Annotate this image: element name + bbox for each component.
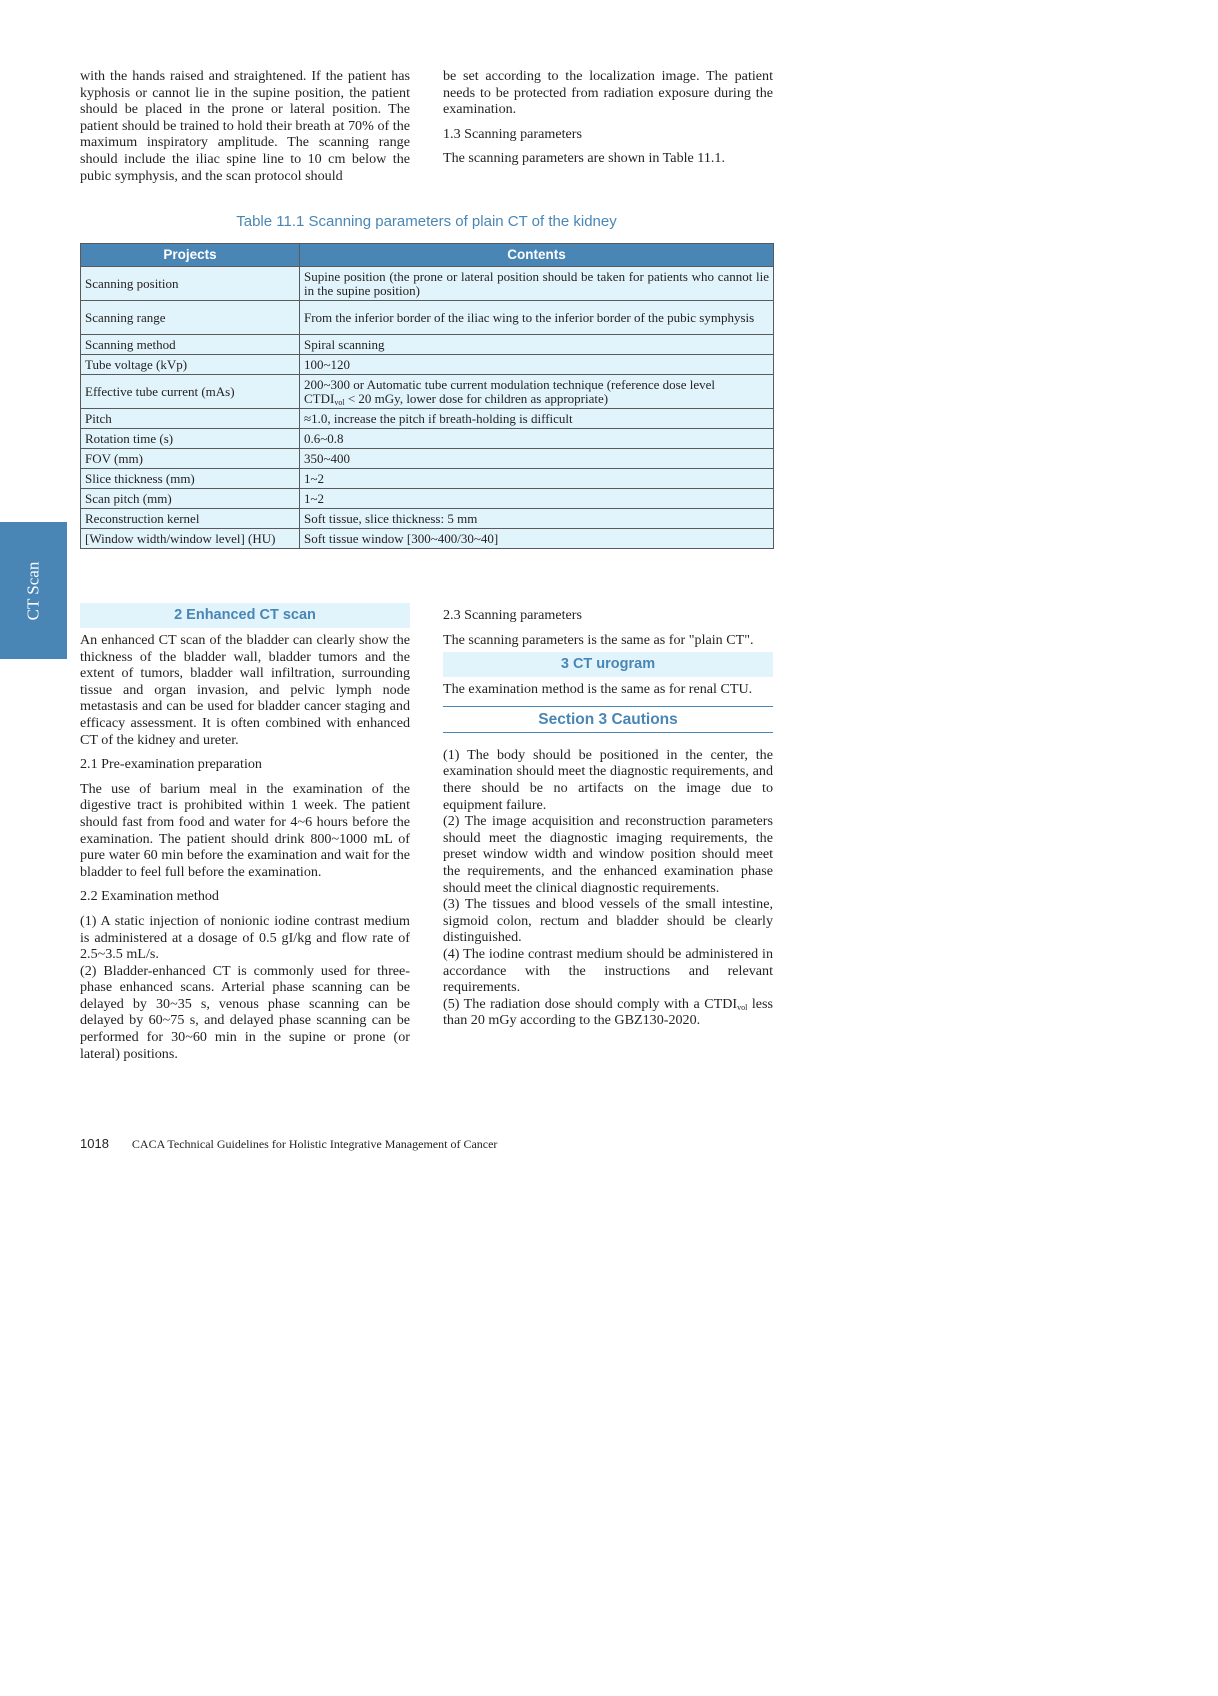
table-row xyxy=(81,267,774,301)
top-left-column xyxy=(80,68,410,184)
exam-method-2: (2) Bladder-enhanced CT is commonly used for three-phase enhanced scans. Arterial phase scanning can be delayed by 30~35 s, venous phase scanning can be delayed by 60~75 s, and delayed phase scanning can be performed for 30~60 min in the supine or prone (or lateral) positions. xyxy=(80,962,410,1062)
table-cell-content: Soft tissue, slice thickness: 5 mm xyxy=(300,509,774,529)
top-left-paragraph: with the hands raised and straightened. If the patient has kyphosis or cannot lie in the supine position, the patient should be placed in the prone or lateral position. The patient should be trained to hold their breath at 70% of the maximum inspiratory amplitude. The scanning range should include the iliac spine line to 10 cm below the pubic symphysis, and the scan protocol should xyxy=(80,68,410,184)
enhanced-intro: An enhanced CT scan of the bladder can clearly show the thickness of the bladder wall, bladder tumors and the extent of tumors, bladder wall infiltration, surrounding tissue and organ invasion, and pelvic lymph node metastasis and can be used for bladder cancer staging and efficacy assessment. It is often combined with enhanced CT of the kidney and ureter. xyxy=(80,632,410,748)
table-header-row xyxy=(81,244,774,267)
subheading-scanning-parameters: 1.3 Scanning parameters xyxy=(443,125,582,142)
table-cell-content: 350~400 xyxy=(300,449,774,469)
current-line-1: 200~300 or Automatic tube current modulation technique (reference dose level xyxy=(304,377,715,392)
table-cell-content: 1~2 xyxy=(300,469,774,489)
heading-ct-urogram: 3 CT urogram xyxy=(443,652,773,677)
top-right-paragraph-1: be set according to the localization image. The patient needs to be protected from radiation exposure during the examination. xyxy=(443,68,773,118)
subheading-enhanced-params: 2.3 Scanning parameters xyxy=(443,607,582,623)
caution-item: (1) The body should be positioned in the center, the examination should meet the diagnostic requirements, and there should be no artifacts on the image due to equipment failure. xyxy=(443,746,773,813)
caution-5-part-b: less than 20 mGy according to the GBZ130-2020. xyxy=(443,995,773,1029)
ctdi-label: CTDI xyxy=(304,390,335,406)
table-row xyxy=(81,375,774,409)
table-cell-content: 1~2 xyxy=(300,489,774,509)
table-cell-content: Spiral scanning xyxy=(300,335,774,355)
exam-method-1: (1) A static injection of nonionic iodine contrast medium is administered at a dosage of 0.5 gI/kg and flow rate of 2.5~3.5 mL/s. xyxy=(80,912,410,963)
table-cell-content: 0.6~0.8 xyxy=(300,429,774,449)
caution-5-subscript: vol xyxy=(737,1002,748,1012)
side-chapter-tab xyxy=(0,522,67,659)
table-cell-project: FOV (mm) xyxy=(81,449,300,469)
table-cell-content: Soft tissue window [300~400/30~40] xyxy=(300,529,774,549)
subheading-exam-method: 2.2 Examination method xyxy=(80,888,219,905)
table-cell-project: Scanning method xyxy=(81,335,300,355)
bottom-left-column xyxy=(80,603,410,1062)
caution-item-5 xyxy=(443,996,773,1029)
caution-item: (2) The image acquisition and reconstruction parameters should meet the diagnostic imaging requirements, the preset window width and window position should meet the requirements, and the enhanced examination phase should meet the clinical diagnostic requirements. xyxy=(443,813,773,896)
table-row xyxy=(81,301,774,335)
subheading-pre-exam: 2.1 Pre-examination preparation xyxy=(80,756,262,773)
table-caption: Table 11.1 Scanning parameters of plain CT of the kidney xyxy=(236,213,617,230)
caution-item: (3) The tissues and blood vessels of the small intestine, sigmoid colon, rectum and bladder should be clearly distinguished. xyxy=(443,896,773,946)
top-right-paragraph-2: The scanning parameters are shown in Table 11.1. xyxy=(443,150,725,167)
heading-enhanced-ct-scan: 2 Enhanced CT scan xyxy=(80,603,410,628)
caution-item: (4) The iodine contrast medium should be administered in accordance with the instructions and relevant requirements. xyxy=(443,945,773,996)
table-cell-project: Slice thickness (mm) xyxy=(81,469,300,489)
table-cell-project: Effective tube current (mAs) xyxy=(81,375,300,409)
table-cell-project: Rotation time (s) xyxy=(81,429,300,449)
table-cell-content: Supine position (the prone or lateral position should be taken for patients who cannot lie in the supine position) xyxy=(300,267,774,301)
enhanced-params-text: The scanning parameters is the same as for "plain CT". xyxy=(443,631,754,648)
table-cell-project: Tube voltage (kVp) xyxy=(81,355,300,375)
top-right-column xyxy=(443,68,773,167)
vol-subscript: vol xyxy=(334,397,345,407)
heading-section-3-cautions: Section 3 Cautions xyxy=(443,706,773,733)
table-row xyxy=(81,529,774,549)
table-cell-content: ≈1.0, increase the pitch if breath-holding is difficult xyxy=(300,409,774,429)
table-row xyxy=(81,335,774,355)
scanning-parameters-table xyxy=(80,243,774,549)
table-row xyxy=(81,409,774,429)
bottom-right-column xyxy=(443,603,773,1029)
header-contents: Contents xyxy=(300,244,774,267)
table-cell-content: 100~120 xyxy=(300,355,774,375)
table-row xyxy=(81,449,774,469)
table-cell-project: Scanning position xyxy=(81,267,300,301)
table-cell-content: From the inferior border of the iliac wing to the inferior border of the pubic symphysis xyxy=(300,301,774,335)
pre-exam-text: The use of barium meal in the examination of the digestive tract is prohibited within 1 week. The patient should fast from food and water for 4~6 hours before the examination. The patient should drink 800~1000 mL of pure water 60 min before the examination and wait for the bladder to feel full before the examination. xyxy=(80,780,410,880)
table-cell-project: [Window width/window level] (HU) xyxy=(81,529,300,549)
header-projects: Projects xyxy=(81,244,300,267)
caution-5-part-a: (5) The radiation dose should comply with a CTDI xyxy=(443,995,738,1012)
table-row xyxy=(81,469,774,489)
table-row xyxy=(81,355,774,375)
table-row xyxy=(81,429,774,449)
table-cell-project: Pitch xyxy=(81,409,300,429)
table-row xyxy=(81,489,774,509)
table-cell-project: Scanning range xyxy=(81,301,300,335)
table-row xyxy=(81,509,774,529)
table-cell-project: Reconstruction kernel xyxy=(81,509,300,529)
current-line-2: < 20 mGy, lower dose for children as appropriate) xyxy=(344,390,609,406)
side-tab-label-wrap xyxy=(0,522,67,659)
page-footer xyxy=(80,1136,497,1152)
table-cell-content xyxy=(300,375,774,409)
urogram-text: The examination method is the same as for renal CTU. xyxy=(443,681,753,698)
running-title: CACA Technical Guidelines for Holistic Integrative Management of Cancer xyxy=(131,1137,498,1151)
table-cell-project: Scan pitch (mm) xyxy=(81,489,300,509)
side-tab-label: CT Scan xyxy=(23,561,43,620)
page-number: 1018 xyxy=(80,1136,109,1151)
